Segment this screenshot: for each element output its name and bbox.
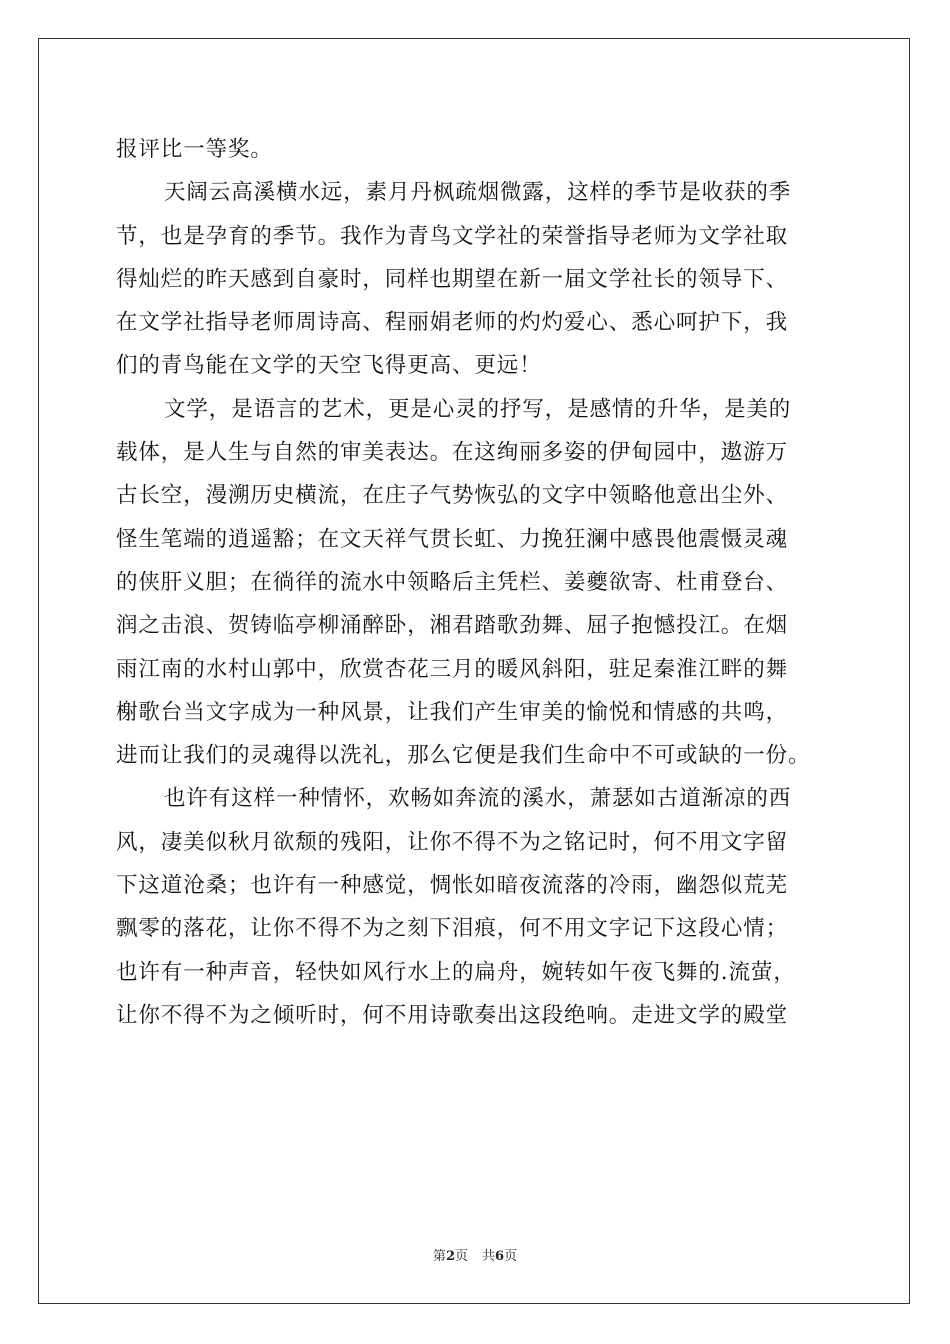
page-number: 2: [445, 1249, 455, 1264]
page-footer: [0, 1248, 950, 1266]
text-line: 文学，是语言的艺术，更是心灵的抒写，是感情的升华，是美的: [164, 396, 792, 422]
text-line: 报评比一等奖。: [116, 137, 273, 162]
document-body: [116, 128, 856, 1037]
text-line: 雨江南的水村山郭中，欣赏杏花三月的暖风斜阳，驻足秦淮江畔的舞: [116, 656, 789, 682]
text-line: 的侠肝义胆；在徜徉的流水中领略后主凭栏、姜夔欲寄、杜甫登台、: [116, 569, 789, 595]
text-line: 载体，是人生与自然的审美表达。在这绚丽多姿的伊甸园中，遨游万: [116, 440, 789, 466]
total-suffix: 页: [504, 1249, 518, 1264]
page-prefix: 第: [432, 1249, 446, 1264]
text-line: 得灿烂的昨天感到自豪时，同样也期望在新一届文学社长的领导下、: [116, 266, 789, 292]
text-line: 进而让我们的灵魂得以洗礼，那么它便是我们生命中不可或缺的一份。: [116, 743, 811, 769]
text-line: 榭歌台当文字成为一种风景，让我们产生审美的愉悦和情感的共鸣，: [116, 699, 789, 725]
text-line: 风，凄美似秋月欲颓的残阳，让你不得不为之铭记时，何不用文字留: [116, 829, 789, 855]
text-line: 飘零的落花，让你不得不为之刻下泪痕，何不用文字记下这段心情；: [116, 916, 789, 942]
total-pages: 6: [495, 1249, 505, 1264]
text-line: 天阔云高溪横水远，素月丹枫疏烟微露，这样的季节是收获的季: [164, 180, 792, 206]
text-line: 们的青鸟能在文学的天空飞得更高、更远！: [116, 353, 542, 379]
text-line: 让你不得不为之倾听时，何不用诗歌奏出这段绝响。走进文学的殿堂: [116, 1002, 789, 1028]
text-line: 在文学社指导老师周诗高、程丽娟老师的灼灼爱心、悉心呵护下，我: [116, 310, 789, 336]
text-line: 下这道沧桑；也许有一种感觉，惆怅如暗夜流落的冷雨，幽怨似荒芜: [116, 873, 789, 899]
text-line: 也许有这样一种情怀，欢畅如奔流的溪水，萧瑟如古道渐凉的西: [164, 786, 792, 812]
text-line: 怪生笔端的逍遥豁；在文天祥气贯长虹、力挽狂澜中感畏他震慑灵魂: [116, 526, 789, 552]
page-suffix: 页: [454, 1249, 468, 1264]
text-line: 节，也是孕育的季节。我作为青鸟文学社的荣誉指导老师为文学社取: [116, 223, 789, 249]
total-prefix: 共: [482, 1249, 496, 1264]
text-line: 也许有一种声音，轻快如风行水上的扁舟，婉转如午夜飞舞的.流萤，: [116, 959, 796, 985]
text-line: 润之击浪、贺铸临亭柳涌醉卧，湘君踏歌劲舞、屈子抱憾投江。在烟: [116, 613, 789, 639]
text-line: 古长空，漫溯历史横流，在庄子气势恢弘的文字中领略他意出尘外、: [116, 483, 789, 509]
